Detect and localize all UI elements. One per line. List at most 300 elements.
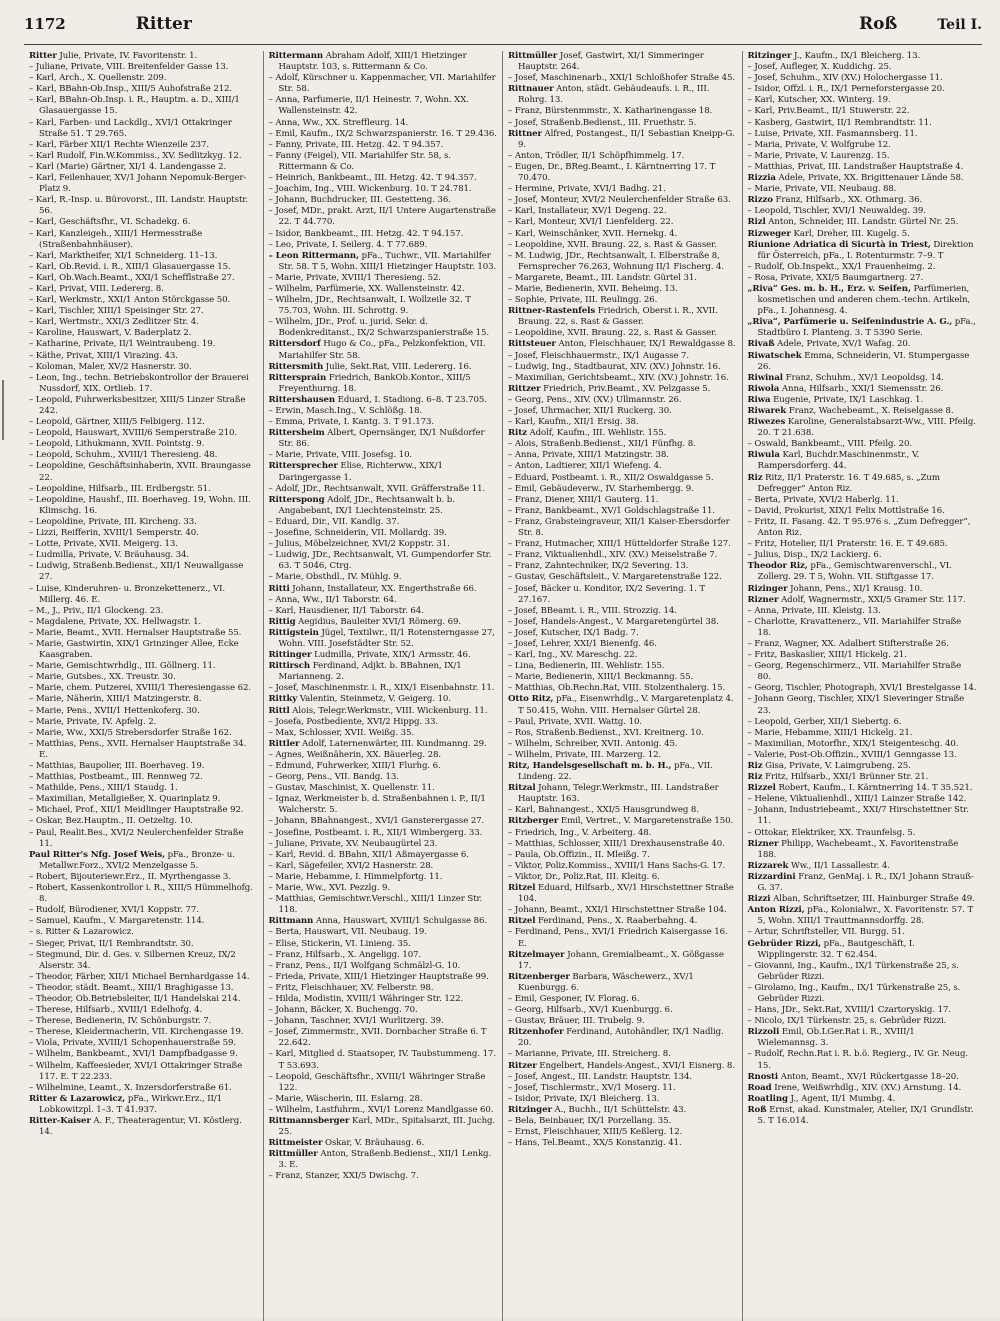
directory-entry — [508, 561, 737, 572]
directory-entry — [29, 728, 258, 739]
entry-details: – Leon, Ing., techn. Betriebskontrollor der Brauerei Nussdorf, XIX. Ortlieb. 17. — [29, 372, 249, 394]
entry-details: – Franz, Bürstenmmstr., X. Katharinengasse 18. — [508, 106, 713, 117]
directory-entry — [29, 450, 258, 461]
entry-details: Anton, Schneider, III. Landstr. Gürtel Nr. 25. — [768, 217, 959, 228]
directory-entry — [508, 1005, 737, 1016]
directory-entry — [29, 994, 258, 1005]
entry-details: – Theodor, Ob.Betriebsleiter, II/1 Handelskai 214. — [29, 993, 241, 1004]
entry-surname: Ritzer — [508, 1060, 537, 1071]
entry-surname: Rittinger — [268, 650, 312, 661]
entry-details: – Marie, Private, IV. Apfelg. 2. — [29, 716, 157, 727]
header-part: Teil I. — [937, 17, 982, 33]
directory-entry — [508, 217, 737, 228]
entry-details: – Alois, Straßenb.Bedienst., XII/1 Fünfhg. 8. — [508, 439, 696, 450]
directory-entry — [269, 772, 498, 783]
directory-entry — [748, 62, 978, 73]
entry-details: – Karl, Priv.Beamt., II/1 Stuwerstr. 22. — [747, 106, 910, 117]
directory-entry — [269, 850, 498, 861]
directory-entry — [748, 506, 978, 517]
entry-details: – Karl, Sägefeiler, XVI/2 Hasnerstr. 28. — [268, 860, 434, 871]
directory-entry — [29, 805, 258, 816]
entry-surname: Ritzinger — [508, 1104, 552, 1115]
entry-surname: Ritter & Lazarowicz, — [29, 1093, 126, 1104]
directory-entry — [748, 129, 978, 140]
directory-entry — [508, 1127, 737, 1138]
entry-details: – Josef, Fleischhauermstr., IX/1 Augasse 7. — [508, 350, 690, 361]
directory-entry — [29, 351, 258, 362]
directory-entry — [29, 1083, 258, 1094]
entry-details: pFa., Tuchwr., VII. Mariahilfer Str. 58. T 5, Wohn. XIII/1 Hietzinger Hauptstr. 103. — [278, 250, 497, 272]
entry-surname: Rizzardini — [747, 871, 796, 882]
directory-entry — [508, 1027, 737, 1049]
entry-details: – Katharine, Private, II/1 Weintraubeng. 19. — [29, 339, 216, 350]
entry-details: – Ludwig, Straßenb.Bedienst., XII/1 Neuwallgasse 27. — [29, 561, 244, 583]
directory-entry — [269, 550, 498, 572]
directory-entry — [29, 217, 258, 228]
entry-details: Jügel, Textilwr., II/1 Rotensterngasse 27, Wohn. VIII. Josefstädter Str. 52. — [278, 627, 495, 649]
directory-entry — [748, 894, 978, 905]
entry-details: – Marie, Private, V. Laurenzg. 15. — [747, 150, 890, 161]
entry-details: Anna, Hilfsarb., XXI/1 Siemensstr. 26. — [781, 383, 944, 394]
directory-entry — [269, 362, 498, 373]
directory-entry — [748, 51, 978, 62]
entry-details: pFa., Kolonialwr., X. Favoritenstr. 57. T 5, Wohn. XIII/1 Trauttmannsdorffg. 28. — [757, 905, 974, 927]
column-1 — [24, 51, 264, 1321]
directory-entry — [29, 661, 258, 672]
entry-details: Franz, Schuhm., XV/1 Leopoldsg. 14. — [785, 372, 944, 383]
directory-entry — [269, 828, 498, 839]
directory-entry — [508, 839, 737, 850]
entry-surname: Rizzoli — [747, 1027, 780, 1038]
entry-details: – Anton, Trödler, II/1 Schöpfhimmelg. 17. — [508, 150, 685, 161]
entry-details: – Stegmund, Dir. d. Ges. v. Silbernen Kreuz, IX/2 Alserstr. 34. — [29, 949, 236, 971]
directory-entry — [748, 151, 978, 162]
directory-entry — [269, 1094, 498, 1105]
entry-details: – Josefine, Schneiderin, VII. Mollardg. 39. — [268, 528, 447, 539]
entry-details: Aegidius, Bauleiter XVI/1 Römerg. 69. — [298, 616, 462, 627]
entry-surname: Theodor Riz, — [747, 561, 808, 572]
entry-details: – Karoline, Hauswart, V. Baderplatz 2. — [29, 328, 192, 339]
directory-entry — [508, 384, 737, 395]
directory-entry — [269, 883, 498, 894]
entry-details: – Juliane, Private, VIII. Breitenfelder Gasse 13. — [29, 62, 229, 73]
entry-details: – Karl (Marie) Gärtner, XI/1 4. Landengasse 2. — [29, 161, 227, 172]
entry-details: Eugenie, Private, IX/1 Laschkag. 1. — [773, 394, 924, 405]
directory-entry — [269, 961, 498, 972]
entry-details: Ernst, akad. Kunstmaler, Atelier, IX/1 Grundlstr. 5. T 16.014. — [757, 1104, 974, 1126]
entry-details: Anton, Straßenb.Bedienst., XII/1 Lenkg. 3. E. — [278, 1149, 492, 1171]
directory-entry — [269, 1072, 498, 1094]
header-left-name: Ritter — [135, 14, 192, 34]
entry-details: Johann, Telegr.Werkmstr., III. Landstraßer Hauptstr. 163. — [518, 783, 719, 805]
entry-details: – Leopold, Schuhm., XVIII/1 Theresieng. 48. — [29, 450, 218, 461]
directory-entry — [29, 162, 258, 173]
directory-entry — [29, 1005, 258, 1016]
directory-entry — [508, 229, 737, 240]
directory-entry — [269, 484, 498, 495]
entry-details: – Marie, Hebamme, XIII/1 Hickelg. 21. — [747, 727, 913, 738]
directory-entry — [269, 706, 498, 717]
entry-details: Karl, Dreher, III. Kugelg. 5. — [793, 228, 910, 239]
directory-entry — [508, 550, 737, 561]
entry-details: – Hans, JDr., Sekt.Rat, XVIII/1 Czartoryskig. 17. — [747, 1005, 951, 1016]
directory-entry — [508, 428, 737, 439]
directory-entry — [269, 539, 498, 550]
entry-details: – Wilhelm, JDr., Prof. u. jurid. Sekr. d. Bodenkreditanst., IX/2 Schwarzspanierstraße 15. — [268, 317, 490, 339]
directory-entry — [508, 916, 737, 927]
entry-details: – Georg, Regenschirmerz., VII. Mariahilfer Straße 80. — [747, 661, 962, 683]
entry-details: – David, Prokurist, XIX/1 Felix Mottlstraße 16. — [747, 505, 945, 516]
directory-entry — [29, 95, 258, 117]
directory-entry — [29, 672, 258, 683]
directory-entry — [748, 73, 978, 84]
directory-entry — [508, 450, 737, 461]
entry-details: Ferdinand, Autohändler, IX/1 Nadlig. 20. — [518, 1027, 724, 1049]
entry-details: Oskar, V. Bräuhausg. 6. — [325, 1138, 425, 1149]
directory-entry — [748, 828, 978, 839]
entry-details: – Isidor, Private, IX/1 Bleicherg. 13. — [508, 1093, 660, 1104]
entry-surname: Ritzelmayer — [508, 949, 565, 960]
directory-entry — [508, 628, 737, 639]
directory-entry — [748, 761, 978, 772]
entry-details: – Josef, Tischlermstr., XV/1 Moserg. 11. — [508, 1082, 676, 1093]
entry-details: – Sophie, Private, III. Reulingg. 26. — [508, 295, 658, 306]
directory-entry — [29, 51, 258, 62]
directory-entry — [508, 73, 737, 84]
entry-details: – Emma, Private, I. Kantg. 3. T 91.173. — [268, 417, 434, 428]
entry-details: Emma, Schneiderin, VI. Stumpergasse 26. — [757, 350, 970, 372]
entry-surname: Rittirsch — [268, 661, 311, 672]
entry-details: – Johann, Beamt., XXI/1 Hirschstettner Straße 104. — [508, 905, 727, 916]
page-header — [24, 14, 982, 45]
entry-surname: – Leon Rittermann, — [268, 250, 359, 261]
entry-details: – Matthias, Gemischtwr.Verschl., XIII/1 Linzer Str. 118. — [268, 894, 483, 916]
entry-details: Ww., II/1 Lassallestr. 4. — [791, 860, 890, 871]
entry-details: – Eduard, Postbeamt. i. R., XII/2 Oswaldgasse 5. — [508, 472, 714, 483]
entry-details: – Sieger, Privat, II/1 Rembrandtstr. 30. — [29, 938, 194, 949]
entry-details: – Hans, Tel.Beamt., XX/5 Konstanzig. 41. — [508, 1138, 682, 1149]
directory-entry — [508, 572, 737, 583]
directory-entry — [29, 816, 258, 827]
entry-details: – Maximilian, Metallgießer, X. Quarinplatz 9. — [29, 794, 221, 805]
directory-entry — [29, 328, 258, 339]
entry-details: – Emil, Gebäudeverw., IV. Starhembergg. 9. — [508, 483, 694, 494]
entry-surname: Rittmeister — [268, 1138, 323, 1149]
entry-details: pFa., Bautgeschäft, I. Wipplingerstr. 32. T 62.454. — [757, 938, 915, 960]
binding-mark — [2, 380, 12, 440]
directory-entry — [29, 883, 258, 905]
entry-surname: Rizzo — [747, 195, 773, 206]
entry-details: – Matthias, Ob.Rechn.Rat, VIII. Stolzenthalerg. 15. — [508, 683, 726, 694]
directory-entry — [29, 717, 258, 728]
directory-entry — [29, 439, 258, 450]
entry-surname: Riwezes — [747, 417, 786, 428]
entry-details: – Frieda, Private, XIII/1 Hietzinger Hauptstraße 99. — [268, 971, 489, 982]
entry-surname: Rizner — [747, 838, 779, 849]
directory-entry — [29, 118, 258, 140]
entry-details: Friedrich, Priv.Beamt., XV. Pelzgasse 5. — [543, 383, 711, 394]
entry-details: Albert, Opernsänger, IX/1 Nußdorfer Str. 86. — [278, 428, 485, 450]
entry-surname: Rittermann — [268, 51, 323, 61]
directory-entry — [269, 872, 498, 883]
entry-details: pFa., Gemischtwarenverschl., VI. Zollerg. 29. T 5, Wohn. VII. Stiftgasse 17. — [757, 561, 952, 583]
directory-entry — [508, 872, 737, 883]
entry-details: – Franz, Pens., II/1 Wolfgang Schmälzl-G. 10. — [268, 960, 461, 971]
entry-details: – Karl, Werkmstr., XXI/1 Anton Störckgasse 50. — [29, 295, 231, 306]
entry-details: Josef, Gastwirt, XI/1 Simmeringer Hauptstr. 264. — [518, 51, 704, 73]
entry-details: Philipp, Wachebeamt., X. Favoritenstraße 188. — [757, 838, 959, 860]
directory-entry — [269, 728, 498, 739]
entry-details: – Josef, Uhrmacher, XII/1 Ruckerg. 30. — [508, 406, 672, 416]
entry-details: – Maria, Private, V. Wolfgrube 12. — [747, 139, 891, 150]
entry-details: – Anna, Private, III. Kleistg. 13. — [747, 605, 881, 616]
directory-entry — [269, 184, 498, 195]
entry-details: – Josef, Bäcker u. Konditor, IX/2 Severing. 1. T 27.167. — [508, 583, 706, 605]
directory-entry — [269, 317, 498, 339]
entry-details: – Helene, Viktualienhdl., XIII/1 Lainzer Straße 142. — [747, 794, 967, 805]
directory-entry — [269, 450, 498, 461]
entry-details: Franz, GenMaj. i. R., IX/1 Johann Strauß-G. 37. — [757, 871, 974, 894]
directory-entry — [748, 639, 978, 650]
entry-details: Adolf, Kaufm., III. Wehlistr. 155. — [529, 428, 667, 439]
directory-entry — [29, 939, 258, 950]
page-number: 1172 — [24, 15, 66, 33]
entry-details: – Anna, Parfumerie, II/1 Heinestr. 7, Wohn. XX. Wallensteinstr. 42. — [268, 95, 469, 117]
entry-details: – Ernst, Fleischhauer, XIII/5 Keßlerg. 12. — [508, 1127, 683, 1138]
entry-surname: Riwa — [747, 394, 771, 405]
entry-details: – Isidor, Bankbeamt., III. Hetzg. 42. T 94.157. — [268, 228, 464, 239]
entry-details: pFa., VII. Lindeng. 22. — [518, 761, 713, 783]
directory-entry — [269, 273, 498, 284]
directory-entry — [29, 561, 258, 583]
entry-details: Emil, Vertret., V. Margaretenstraße 150. — [560, 816, 734, 827]
entry-details: Gisa, Private, V. Laimgrubeng. 25. — [765, 761, 911, 771]
directory-entry — [748, 1094, 978, 1105]
entry-details: – Leopold, Fuhrwerksbesitzer, XIII/5 Linzer Straße 242. — [29, 394, 246, 416]
directory-entry — [269, 461, 498, 483]
entry-details: Adolf, Wagnermstr., XXI/5 Gramer Str. 117. — [781, 594, 966, 605]
entry-details: pFa., Bronze- u. Metallwr.Forz., XVI/2 Menzelgasse 5. — [39, 849, 235, 871]
directory-entry — [508, 284, 737, 295]
entry-surname: Rittersdorf — [268, 339, 321, 350]
entry-details: – Lizzi, Reifferin, XVIII/1 Semperstr. 40. — [29, 528, 199, 539]
directory-entry — [269, 1171, 498, 1182]
directory-entry — [269, 839, 498, 850]
directory-entry — [269, 173, 498, 184]
directory-entry — [748, 84, 978, 95]
entry-surname: Rittl — [268, 705, 290, 716]
entry-details: – Julius, Disp., IX/2 Lackierg. 6. — [747, 550, 882, 561]
entry-details: Anton, Fleischhauer, IX/1 Rewaldgasse 8. — [558, 339, 736, 350]
entry-details: – Luise, Kinderuhren- u. Bronzekettenerz., VI. Millerg. 46. E. — [29, 583, 226, 605]
directory-entry — [508, 395, 737, 406]
directory-entry — [29, 306, 258, 317]
entry-details: – Marie, Wäscherin, III. Eslarng. 28. — [268, 1093, 423, 1104]
entry-details: – Margarete, Beamt., III. Landstr. Gürtel 31. — [508, 272, 697, 283]
directory-entry — [508, 883, 737, 905]
entry-surname: Ritti — [268, 583, 290, 594]
directory-entry — [269, 251, 498, 273]
directory-entry — [508, 351, 737, 362]
directory-entry — [508, 728, 737, 739]
entry-details: Friedrich, Oberst i. R., XVII. Braung. 22, s. Rast & Gasser. — [518, 306, 718, 328]
directory-entry — [748, 517, 978, 539]
entry-details: – Leopold, Gärtner, XIII/5 Felbigerg. 112. — [29, 417, 205, 428]
directory-entry — [269, 572, 498, 583]
directory-entry — [748, 550, 978, 561]
directory-entry — [748, 195, 978, 206]
entry-details: – Marie, Gastwirtin, XIX/1 Grinzinger Allee, Ecke Kaasgraben. — [29, 638, 239, 661]
directory-entry — [269, 373, 498, 395]
entry-details: – Johann, BBahnangest., XVI/1 Gansterergasse 27. — [268, 816, 485, 827]
entry-surname: „Riva“, Parfümerie u. Seifenindustrie A. G., — [747, 317, 953, 328]
entry-details: – Marie, Gemischtwrhdlg., III. Göllnerg. 11. — [29, 661, 216, 672]
entry-details: Barbara, Wäschewerz., XV/1 Kuenburgg. 6. — [518, 971, 694, 993]
directory-entry — [269, 528, 498, 539]
entry-details: – Karl, Wertmstr., XXI/3 Zedlitzer Str. 4. — [29, 317, 199, 328]
directory-entry — [508, 195, 737, 206]
column-3 — [503, 51, 743, 1321]
entry-details: – Leopoldine, Haushf., III. Boerhaveg. 19, Wohn. III. Klimschg. 16. — [29, 494, 251, 516]
directory-entry — [29, 983, 258, 994]
directory-entry — [29, 694, 258, 705]
entry-details: – Marie, Beamt., XVII. Hernalser Hauptstraße 55. — [29, 627, 242, 638]
directory-entry — [508, 1016, 737, 1027]
entry-details: Karl, MDr., Spitalsarzt, III. Juchg. 25. — [278, 1116, 496, 1138]
directory-entry — [269, 894, 498, 916]
entry-details: – Fritz, II. Fasang. 42. T 95.976 s. „Zum Defregger“, Anton Riz. — [747, 516, 971, 539]
directory-entry — [508, 184, 737, 195]
entry-details: – Franz, Wagner, XX. Adalbert Stifterstraße 26. — [747, 638, 949, 649]
directory-entry — [269, 395, 498, 406]
directory-entry — [508, 905, 737, 916]
entry-details: – M., J., Priv., II/1 Glockeng. 23. — [29, 605, 164, 616]
directory-entry — [269, 151, 498, 173]
entry-details: – Marianne, Private, III. Streicherg. 8. — [508, 1049, 671, 1060]
directory-entry — [29, 916, 258, 927]
entry-details: J., Agent, II/1 Mumbg. 4. — [790, 1093, 896, 1104]
directory-entry — [748, 439, 978, 450]
entry-details: – Matthias, Schlosser, XIII/1 Drexhausenstraße 40. — [508, 838, 725, 849]
entry-details: Julie, Private, IV. Favoritenstr. 1. — [59, 51, 198, 61]
directory-entry — [748, 240, 978, 262]
entry-details: – Fanny, Private, III. Hetzg. 42. T 94.357. — [268, 139, 444, 150]
entry-details: – Karl, Geschäftsfhr., VI. Schadekg. 6. — [29, 217, 191, 228]
entry-details: – Marie, Ww., XVI. Pezzlg. 9. — [268, 883, 390, 894]
directory-entry — [29, 62, 258, 73]
entry-details: Abraham Adolf, XIII/1 Hietzinger Hauptstr. 103, s. Rittermann & Co. — [278, 51, 467, 73]
entry-surname: Riwola — [747, 383, 780, 394]
entry-details: – Oskar, Bez.Hauptm., II. Oetzeltg. 10. — [29, 816, 193, 827]
directory-entry — [269, 739, 498, 750]
entry-details: – Josef, BBeamt. i. R., VIII. Strozzig. 14. — [508, 605, 677, 616]
directory-entry — [508, 84, 737, 106]
entry-surname: Rittigstein — [268, 627, 319, 638]
entry-details: – Karl, Ob.Revid. i. R., XIII/1 Glasauergasse 15. — [29, 261, 231, 272]
directory-entry — [269, 595, 498, 606]
directory-entry — [269, 628, 498, 650]
entry-details: – Marie, Ww., XXI/5 Strebersdorfer Straße 162. — [29, 727, 232, 738]
directory-entry — [748, 584, 978, 595]
directory-entry — [748, 317, 978, 339]
entry-details: – Karl, Kanzleigeh., XIII/1 Hermesstraße (Straßenbahnhäuser). — [29, 228, 203, 250]
directory-entry — [508, 683, 737, 694]
directory-entry — [29, 528, 258, 539]
entry-details: Ludmilla, Private, XIX/1 Armsstr. 46. — [314, 650, 471, 661]
entry-details: – Marie, Gutsbes., XX. Treustr. 30. — [29, 672, 176, 683]
directory-entry — [508, 461, 737, 472]
directory-entry — [748, 384, 978, 395]
entry-details: – Georg, Pens., VII. Bandg. 13. — [268, 772, 399, 783]
directory-entry — [29, 262, 258, 273]
entry-details: – Girolamo, Ing., Kaufm., IX/1 Türkenstraße 25, s. Gebrüder Rizzi. — [747, 982, 961, 1004]
entry-details: – Karl, Tischler, XIII/1 Speisinger Str. 27. — [29, 306, 204, 317]
directory-entry — [508, 129, 737, 151]
directory-entry — [29, 428, 258, 439]
directory-entry — [508, 495, 737, 506]
entry-surname: Riz — [747, 772, 763, 783]
directory-entry — [748, 961, 978, 983]
directory-entry — [29, 395, 258, 417]
directory-entry — [748, 95, 978, 106]
directory-entry — [29, 140, 258, 151]
entry-details: – Rosa, Private, XXI/5 Baumgartnerg. 27. — [747, 272, 924, 283]
directory-entry — [269, 1105, 498, 1116]
entry-details: – Käthe, Privat, XIII/1 Virazing. 43. — [29, 350, 178, 361]
entry-details: – Josef, Handels-Angest., V. Margaretengürtel 38. — [508, 616, 719, 627]
directory-entry — [508, 850, 737, 861]
directory-entry — [29, 739, 258, 761]
directory-entry — [269, 816, 498, 827]
entry-details: Karoline, Generalstabsarzt-Ww., VIII. Pfeilg. 20. T 21.638. — [757, 417, 976, 439]
directory-entry — [29, 1049, 258, 1060]
entry-details: – Gustav, Geschäftsleit., V. Margaretenstraße 122. — [508, 572, 722, 583]
entry-surname: Rittmüller — [268, 1149, 318, 1160]
entry-details: pFa., Wirkwr.Erz., II/1 Lobkowitzpl. 1–3. T 41.937. — [39, 1093, 222, 1115]
entry-details: – Leopoldine, Geschäftsinhaberin, XVII. Braungasse 22. — [29, 461, 251, 483]
directory-entry — [508, 661, 737, 672]
directory-entry — [269, 650, 498, 661]
entry-details: – Therese, Kleidermacherin, VII. Kirchengasse 19. — [29, 1027, 244, 1038]
directory-entry — [508, 617, 737, 628]
entry-surname: Ritzinger — [747, 51, 792, 61]
entry-details: Hugo & Co., pFa., Pelzkonfektion, VII. Mariahilfer Str. 58. — [278, 339, 486, 361]
entry-details: – Karl, BBahn-Ob.Insp., XIII/5 Auhofstraße 212. — [29, 84, 233, 95]
directory-entry — [748, 683, 978, 694]
directory-entry — [29, 362, 258, 373]
directory-entry — [508, 861, 737, 872]
directory-entry — [748, 395, 978, 406]
entry-details: Elise, Richterww., XIX/1 Daringergasse 1. — [278, 461, 443, 483]
directory-entry — [508, 439, 737, 450]
entry-details: – Eugen, Dr., BReg.Beamt., I. Kärntnerring 17. T 70.470. — [508, 161, 716, 184]
entry-details: Alois, Telegr.Werkmstr., VIII. Wickenburg. 11. — [292, 705, 488, 716]
entry-details: – Franz, Hilfsarb., X. Angeligg. 107. — [268, 949, 422, 960]
entry-surname: Rizner — [747, 594, 779, 605]
entry-details: Alban, Schriftsetzer, III. Hainburger Straße 49. — [773, 894, 975, 905]
entry-details: Julie, Sekt.Rat, VIII. Ledererg. 16. — [325, 361, 472, 372]
entry-details: – Karl, Ob.Wach.Beamt., XXI/1 Schefflstraße 27. — [29, 272, 235, 283]
directory-entry — [269, 229, 498, 240]
directory-entry — [269, 927, 498, 938]
entry-surname: Rittmannsberger — [268, 1116, 350, 1126]
directory-entry — [29, 517, 258, 528]
entry-surname: Rittersprecher — [268, 461, 338, 472]
entry-details: A. F., Theateragentur, VI. Köstlerg. 14. — [39, 1116, 242, 1138]
entry-details: – Luise, Private, XII. Fasmannsberg. 11. — [747, 128, 918, 139]
directory-entry — [29, 1094, 258, 1116]
entry-details: – Wilhelm, Private, III. Marzerg. 12. — [508, 749, 662, 760]
